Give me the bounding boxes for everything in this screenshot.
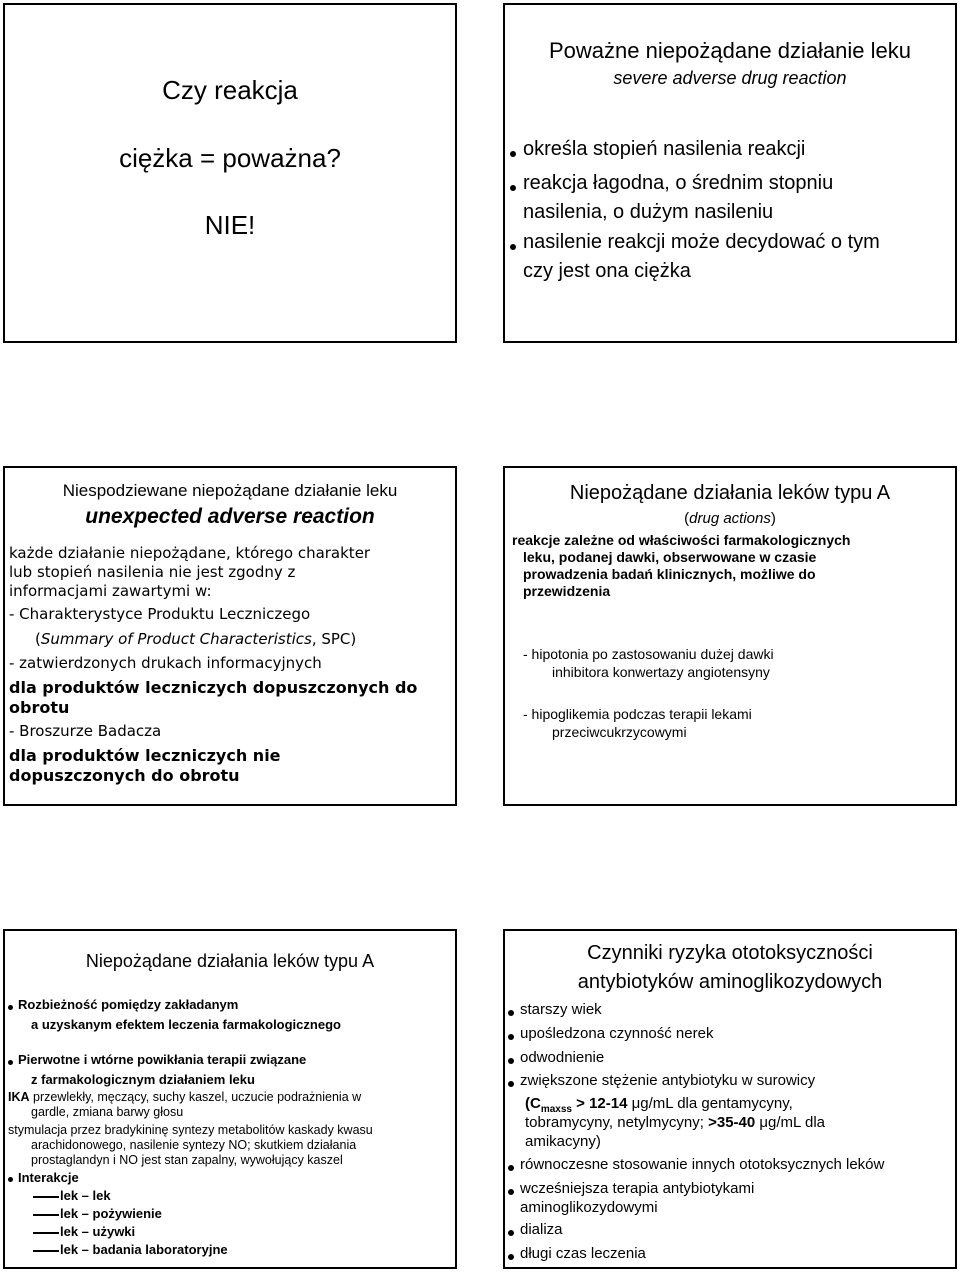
slide-2-bullet-3b: czy jest ona ciężka [523, 260, 691, 282]
slide-5-stym-1: stymulacja przez bradykininę syntezy metabolitów kaskady kwasu [8, 1123, 373, 1137]
bullet-icon [510, 244, 516, 250]
slide-5-int-4: lek – badania laboratoryjne [60, 1242, 228, 1257]
slide-2-title: Poważne niepożądane działanie leku [548, 38, 912, 63]
slide-6-b4: zwiększone stężenie antybiotyku w surowicy [520, 1072, 816, 1089]
maxss-subscript: maxss [540, 1104, 572, 1115]
slide-4 [503, 466, 957, 806]
dash-icon [33, 1250, 59, 1252]
slide-6-b6-cont: aminoglikozydowymi [520, 1199, 658, 1216]
slide-3-line-4: - Charakterystyce Produktu Leczniczego [9, 605, 311, 623]
slide-6 [503, 929, 957, 1269]
slide-4-item-1b: inhibitora konwertazy angiotensyny [552, 664, 770, 680]
slide-6-b2: upośledzona czynność nerek [520, 1025, 714, 1042]
slide-5-int-3: lek – używki [60, 1224, 136, 1239]
bullet-icon [508, 1081, 514, 1087]
slide-5-ika-2: gardle, zmiana barwy głosu [31, 1105, 184, 1119]
unit-1: μg/mL dla gentamycyny, [631, 1095, 793, 1112]
slide-2-subtitle: severe adverse drug reaction [613, 68, 847, 88]
subtitle-open: ( [684, 510, 690, 527]
slide-3-title: Niespodziewane niepożądane działanie leku [62, 481, 398, 500]
bullet-icon [508, 1058, 514, 1064]
slide-4-item-1a: - hipotonia po zastosowaniu dużej dawki [523, 646, 774, 662]
dash-icon [33, 1214, 59, 1216]
slide-5 [3, 929, 457, 1269]
bullet-icon [508, 1230, 514, 1236]
slide-6-sub-2 [525, 1114, 825, 1131]
bullet-icon [8, 1177, 13, 1182]
slide-6-b6: wcześniejsza terapia antybiotykami [520, 1180, 755, 1197]
subtitle-italic: drug actions [689, 510, 771, 527]
slide-5-stym-3: prostaglandyn i NO jest stan zapalny, wywołujący kaszel [31, 1153, 343, 1167]
slide-6-b5: równoczesne stosowanie innych ototoksycznych leków [520, 1156, 885, 1173]
slide-6-sub-3: amikacyny) [525, 1133, 601, 1150]
slide-4-para-1: reakcje zależne od właściwości farmakologicznych [512, 532, 851, 548]
slide-3-line-6: - zatwierdzonych drukach informacyjnych [9, 654, 322, 672]
slide-3-line-7: dla produktów leczniczych dopuszczonych do [9, 678, 418, 697]
slide-3-spc-line [35, 630, 356, 648]
slide-5-title: Niepożądane działania leków typu A [85, 951, 375, 971]
slide-6-b3: odwodnienie [520, 1049, 605, 1066]
slide-1-line-3: NIE! [204, 210, 256, 240]
slide-5-int-1: lek – lek [60, 1188, 111, 1203]
unit-2: μg/mL dla [755, 1114, 826, 1131]
slide-6-b1: starszy wiek [520, 1001, 602, 1018]
slide-6-b7: dializa [520, 1221, 563, 1238]
dash-icon [33, 1232, 59, 1234]
range-1: > 12-14 [571, 1095, 632, 1112]
slide-2-bullet-2b: nasilenia, o dużym nasileniu [523, 201, 774, 223]
c-symbol: (C [525, 1095, 541, 1112]
spc-close: , SPC) [311, 630, 357, 648]
slide-5-b2a: Pierwotne i wtórne powikłania terapii związane [18, 1052, 307, 1067]
slide-5-b1b: a uzyskanym efektem leczenia farmakologicznego [31, 1017, 341, 1032]
slide-4-subtitle [505, 510, 955, 527]
slide-3-line-1: każde działanie niepożądane, którego charakter [9, 544, 371, 562]
bullet-icon [508, 1034, 514, 1040]
slide-3-line-2: lub stopień nasilenia nie jest zgodny z [9, 563, 296, 581]
slide-3-line-10: dla produktów leczniczych nie [9, 746, 281, 765]
slide-5-b1a: Rozbieżność pomiędzy zakładanym [18, 997, 239, 1012]
slide-5-b2b: z farmakologicznym działaniem leku [31, 1072, 255, 1087]
slide-3-line-8: obrotu [9, 698, 70, 717]
slide-4-para-2: leku, podanej dawki, obserwowane w czasie [523, 549, 817, 565]
bullet-icon [510, 185, 516, 191]
slide-4-item-2b: przeciwcukrzycowymi [552, 724, 687, 740]
slide-2 [503, 3, 957, 343]
slide-4-item-2a: - hipoglikemia podczas terapii lekami [523, 706, 752, 722]
dash-icon [33, 1196, 59, 1198]
slide-1 [3, 3, 457, 343]
slide-4-title: Niepożądane działania leków typu A [569, 482, 891, 504]
slide-2-bullet-3a: nasilenie reakcji może decydować o tym [523, 231, 880, 253]
slide-2-bullet-1: określa stopień nasilenia reakcji [523, 138, 806, 160]
slide-4-para-4: przewidzenia [523, 583, 611, 599]
slide-6-title-2: antybiotyków aminoglikozydowych [577, 971, 883, 993]
slide-3-line-11: dopuszczonych do obrotu [9, 766, 240, 785]
slide-5-int-2: lek – pożywienie [60, 1206, 162, 1221]
slide-5-stym-2: arachidonowego, nasilenie syntezy NO; skutkiem działania [31, 1138, 357, 1152]
slide-5-b3: Interakcje [18, 1170, 79, 1185]
spc-open: ( [35, 630, 41, 648]
slide-1-line-2: ciężka = poważna? [119, 143, 341, 173]
slide-6-title-1: Czynniki ryzyka ototoksyczności [587, 942, 873, 964]
bullet-icon [8, 1060, 13, 1065]
slide-3-line-3: informacjami zawartymi w: [9, 582, 212, 600]
bullet-icon [510, 151, 516, 157]
slide-4-para-3: prowadzenia badań klinicznych, możliwe do [523, 566, 816, 582]
bullet-icon [508, 1189, 514, 1195]
drugs-text: tobramycyny, netylmycyny; [525, 1114, 709, 1131]
bullet-icon [508, 1254, 514, 1260]
slide-2-bullet-2a: reakcja łagodna, o średnim stopniu [523, 172, 834, 194]
slide-1-line-1: Czy reakcja [162, 75, 298, 105]
subtitle-close: ) [770, 510, 776, 527]
slide-6-b8: długi czas leczenia [520, 1245, 646, 1262]
slide-5-ika [8, 1090, 361, 1104]
slide-3-subtitle: unexpected adverse reaction [85, 505, 375, 528]
bullet-icon [8, 1005, 13, 1010]
range-2: >35-40 [708, 1114, 756, 1131]
ika-label: IKA [8, 1090, 30, 1104]
slide-6-sub-1 [525, 1095, 793, 1115]
ika-text: przewlekły, męczący, suchy kaszel, uczucie podrażnienia w [29, 1090, 362, 1104]
bullet-icon [508, 1010, 514, 1016]
bullet-icon [508, 1165, 514, 1171]
slide-3-line-9: - Broszurze Badacza [9, 722, 162, 740]
spc-italic: Summary of Product Characteristics [40, 630, 312, 648]
slide-3 [3, 466, 457, 806]
